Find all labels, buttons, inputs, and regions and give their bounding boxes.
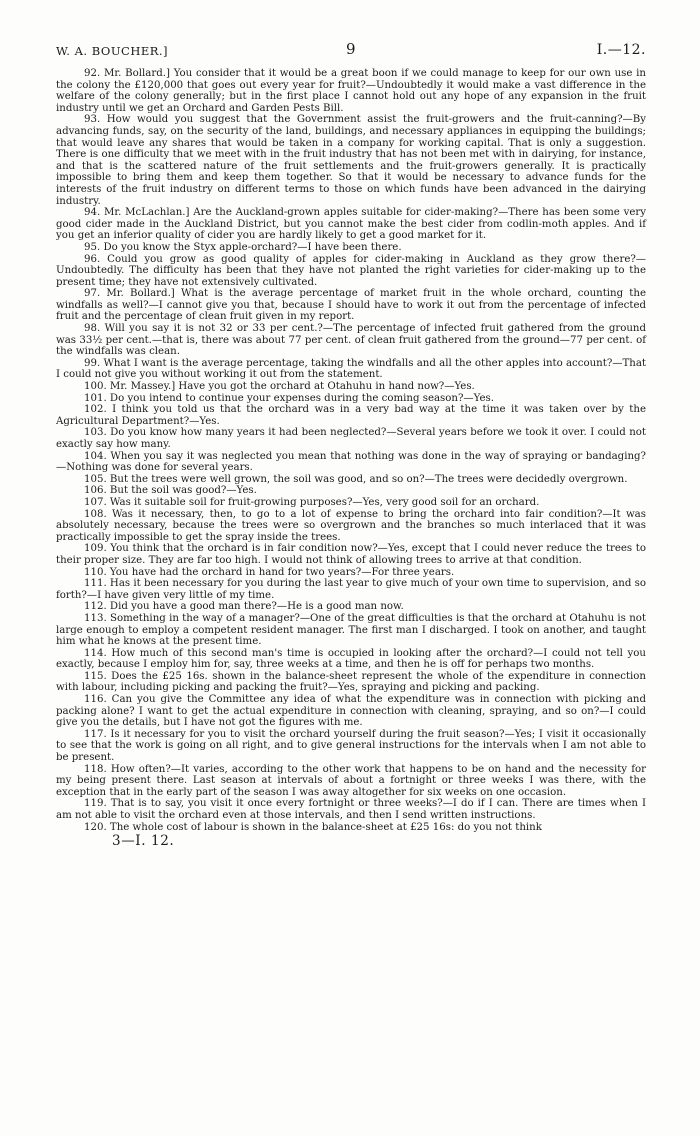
paragraph: 110. You have had the orchard in hand for two years?—For three years. bbox=[84, 566, 455, 578]
page-number: 9 bbox=[345, 40, 357, 58]
paragraph: 107. Was it suitable soil for fruit-growing purposes?—Yes, very good soil for an orchard. bbox=[84, 496, 540, 508]
paragraph: 117. Is it necessary for you to visit the orchard yourself during the fruit season?—Yes; I visit it occasionally to see that the work is going on all right, and to give general instructions for the intervals when I am not able to be present. bbox=[56, 728, 646, 764]
paragraph: 92. Mr. Bollard.] You consider that it would be a great boon if we could manage to keep for our own use in the colony the £120,000 that goes out every year for fruit?—Undoubtedly it would make a vast difference in the welfare of the colony generally; but in the first place I cannot hold out any hope of any expansion in the fruit industry until we get an Orchard and Garden Pests Bill. bbox=[56, 68, 646, 114]
paragraph: 100. Mr. Massey.] Have you got the orchard at Otahuhu in hand now?—Yes. bbox=[84, 381, 475, 393]
paragraph: 109. You think that the orchard is in fair condition now?—Yes, except that I could never reduce the trees to their proper size. They are far too high. I would not think of allowing trees to arrive at that condition. bbox=[56, 543, 646, 566]
paragraph: 120. The whole cost of labour is shown in the balance-sheet at £25 16s: do you not think bbox=[84, 821, 542, 833]
paragraph: 115. Does the £25 16s. shown in the balance-sheet represent the whole of the expenditure in connection with labour, including picking and packing the fruit?—Yes, spraying and picking and packing. bbox=[56, 670, 646, 694]
paragraph: 106. But the soil was good?—Yes. bbox=[84, 485, 257, 497]
paragraph: 95. Do you know the Styx apple-orchard?—I have been there. bbox=[84, 241, 402, 253]
paragraph: 103. Do you know how many years it had been neglected?—Several years before we took it over. I could not exactly say how many. bbox=[56, 427, 646, 450]
paragraph: 93. How would you suggest that the Government assist the fruit-growers and the fruit-canning?—By advancing funds, say, on the security of the land, buildings, and necessary appliances in equipping the buildings; that would leave any shares that would be taken in a company for working capital. That is only a suggestion. There is one difficulty that we meet with in the fruit industry that has not been met with in dairying, for instance, and that is the scattered nature of the fruit settlements and the fruit-growers generally. It is practically impossible to bring them and keep them together. So that it would be necessary to advance funds for the interests of the fruit industry on different terms to those on which funds have been advanced in the dairying industry. bbox=[56, 114, 646, 207]
paragraph: 113. Something in the way of a manager?—One of the great difficulties is that the orchard at Otahuhu is not large enough to employ a competent resident manager. The first man I discharged. I took on another, and taught him what he knows at the present time. bbox=[56, 612, 646, 648]
paragraph: 119. That is to say, you visit it once every fortnight or three weeks?—I do if I can. There are times when I am not able to visit the orchard even at those intervals, and then I send written instructions. bbox=[56, 798, 646, 821]
paragraph: 97. Mr. Bollard.] What is the average percentage of market fruit in the whole orchard, counting the windfalls as well?—I cannot give you that, because I should have to work it out from the percentage of infected fruit and the percentage of clean fruit given in my report. bbox=[56, 288, 646, 323]
paragraph: 99. What I want is the average percentage, taking the windfalls and all the other apples into account?—That I could not give you without working it out from the statement. bbox=[56, 357, 646, 381]
page-header bbox=[56, 40, 646, 68]
paragraph: 108. Was it necessary, then, to go to a lot of expense to bring the orchard into fair condition?—It was absolutely necessary, because the trees were so overgrown and the branches so much interlaced that it was practically impossible to get the spray inside the trees. bbox=[56, 508, 646, 543]
paragraph: 98. Will you say it is not 32 or 33 per cent.?—The percentage of infected fruit gathered from the ground was 33½ per cent.—that is, there was about 77 per cent. of clean fruit gathered from the ground—77 per cent. of the windfalls was clean. bbox=[56, 323, 646, 358]
document-body bbox=[56, 68, 646, 833]
signature-mark: 3—I. 12. bbox=[112, 833, 175, 850]
paragraph: 96. Could you grow as good quality of apples for cider-making in Auckland as they grow there?—Undoubtedly. The difficulty has been that they have not planted the right varieties for cider-making up to the present time; they have not extensively cultivated. bbox=[56, 253, 646, 288]
paragraph: 102. I think you told us that the orchard was in a very bad way at the time it was taken over by the Agricultural Department?—Yes. bbox=[56, 404, 646, 427]
paragraph: 101. Do you intend to continue your expenses during the coming season?—Yes. bbox=[84, 392, 494, 404]
paragraph: 94. Mr. McLachlan.] Are the Auckland-grown apples suitable for cider-making?—There has been some very good cider made in the Auckland District, but you cannot make the best cider from codlin-moth apples. And if you get an inferior quality of cider you are hardly likely to get a good market for it. bbox=[56, 207, 646, 242]
paragraph: 112. Did you have a good man there?—He is a good man now. bbox=[84, 601, 404, 613]
document-reference: I.—12. bbox=[596, 42, 646, 58]
paragraph: 114. How much of this second man's time is occupied in looking after the orchard?—I could not tell you exactly, because I employ him for, say, three weeks at a time, and then he is off for perhaps two months. bbox=[56, 647, 646, 671]
paragraph: 118. How often?—It varies, according to the other work that happens to be on hand and the necessity for my being present there. Last season at intervals of about a fortnight or three weeks I was there, with the exception that in the early part of the season I was away altogether for six weeks on one occasion. bbox=[56, 763, 646, 798]
paragraph: 111. Has it been necessary for you during the last year to give much of your own time to supervision, and so forth?—I have given very little of my time. bbox=[56, 578, 646, 601]
paragraph: 105. But the trees were well grown, the soil was good, and so on?—The trees were decidedly overgrown. bbox=[84, 473, 628, 485]
paragraph: 116. Can you give the Committee any idea of what the expenditure was in connection with picking and packing alone? I want to get the actual expenditure in connection with cleaning, spraying, and so on?—I could give you the details, but I have not got the figures with me. bbox=[56, 694, 646, 729]
running-head-author: W. A. BOUCHER.] bbox=[56, 44, 169, 58]
paragraph: 104. When you say it was neglected you mean that nothing was done in the way of spraying or bandaging?—Nothing was done for several years. bbox=[56, 450, 646, 474]
